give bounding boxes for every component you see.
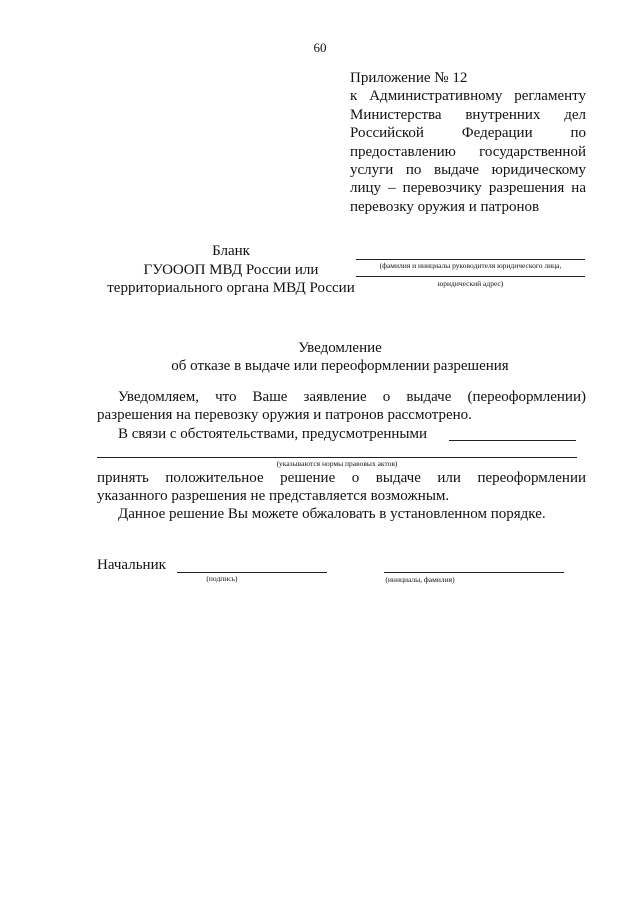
signature-label: Начальник bbox=[97, 557, 166, 573]
signature-line bbox=[177, 572, 327, 573]
norms-caption: (указываются нормы правовых актов) bbox=[276, 459, 398, 468]
appendix-block bbox=[350, 69, 586, 216]
appendix-line: услуги по выдаче юридическому bbox=[350, 162, 586, 179]
body-paragraph-4: Данное решение Вы можете обжаловать в установленном порядке. bbox=[118, 506, 546, 522]
letterhead-org: ГУОООП МВД России или bbox=[143, 261, 319, 278]
letterhead-label: Бланк bbox=[212, 243, 250, 259]
document-title: Уведомление bbox=[298, 340, 382, 356]
body-paragraph-3-line-1: принять положительное решение о выдаче или переоформлении bbox=[97, 470, 586, 486]
appendix-line: перевозку оружия и патронов bbox=[350, 198, 540, 215]
recipient-address-caption: юридический адрес) bbox=[437, 279, 504, 288]
body-paragraph-1-line-1: Уведомляем, что Ваше заявление о выдаче (переоформлении) bbox=[118, 389, 586, 405]
name-line bbox=[384, 572, 564, 573]
appendix-line: Министерства внутренних дел bbox=[350, 106, 586, 123]
norms-fill-line-2 bbox=[97, 457, 577, 458]
page-number: 60 bbox=[313, 40, 327, 55]
letterhead-block bbox=[90, 242, 372, 298]
appendix-line: к Административному регламенту bbox=[350, 88, 586, 105]
appendix-line: лицу – перевозчику разрешения на bbox=[350, 180, 586, 197]
appendix-line: Российской Федерации по bbox=[350, 125, 586, 142]
appendix-line: предоставлению государственной bbox=[350, 143, 586, 160]
norms-fill-line-1 bbox=[449, 440, 576, 441]
body-paragraph-1-line-2: разрешения на перевозку оружия и патронов рассмотрено. bbox=[97, 407, 472, 423]
document-subtitle: об отказе в выдаче или переоформлении разрешения bbox=[171, 358, 509, 374]
recipient-address-line bbox=[356, 276, 585, 277]
recipient-name-line bbox=[356, 259, 585, 260]
name-caption: (инициалы, фамилия) bbox=[385, 575, 455, 584]
body-paragraph-2: В связи с обстоятельствами, предусмотренными bbox=[118, 426, 428, 442]
letterhead-org-alt: территориального органа МВД России bbox=[107, 280, 355, 296]
body-paragraph-3-line-2: указанного разрешения не представляется возможным. bbox=[97, 488, 450, 504]
recipient-name-caption: (фамилия и инициалы руководителя юридического лица, bbox=[379, 261, 562, 270]
appendix-line: Приложение № 12 bbox=[350, 70, 468, 86]
signature-caption: (подпись) bbox=[206, 574, 238, 583]
